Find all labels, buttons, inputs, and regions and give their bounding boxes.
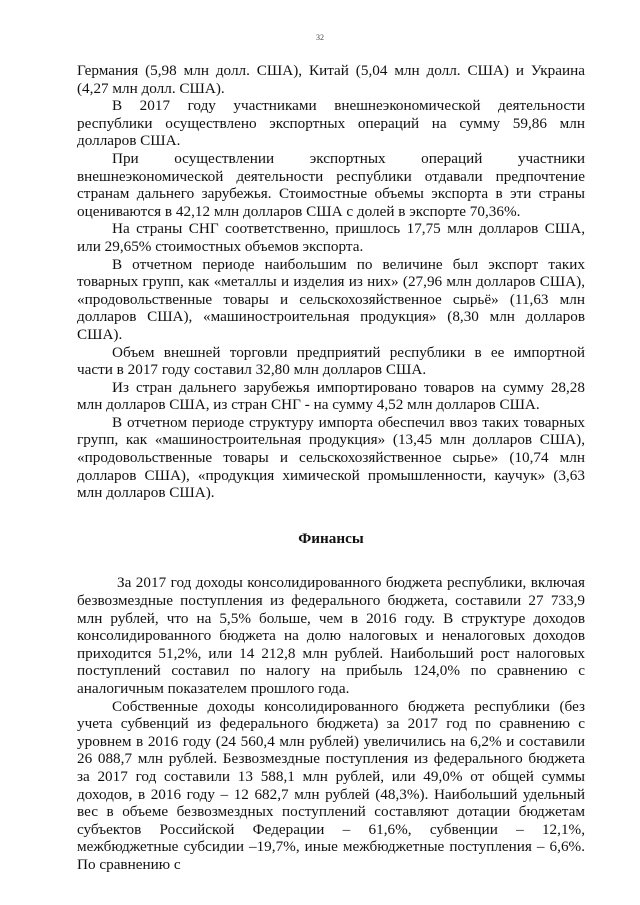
paragraph-import-origin: Из стран дальнего зарубежья импортировано товаров на сумму 28,28 млн долларов США, из стран СНГ - на сумму 4,52 млн долларов США.: [77, 378, 585, 414]
paragraph-export-cis: На страны СНГ соответственно, пришлось 17,75 млн долларов США, или 29,65% стоимостных объемов экспорта.: [77, 220, 585, 255]
page-content: [77, 62, 585, 874]
paragraph-own-revenue: Собственные доходы консолидированного бюджета республики (без учета субвенций из федерального бюджета) за 2017 год по сравнению с уровнем в 2016 году (24 560,4 млн рублей) увеличились на 6,2% и составили 26 088,7 млн рублей. Безвозмездные поступления из федерального бюджета за 2017 год составили 13 588,1 млн рублей, или 49,0% от общей суммы доходов, в 2016 году – 12 682,7 млн рублей (48,3%). Наибольший удельный вес в объеме безвозмездных поступлений составляют дотации бюджетам субъектов Российской Федерации – 61,6%, субвенции – 12,1%, межбюджетные субсидии –19,7%, иные межбюджетные поступления – 6,6%. По сравнению с: [77, 697, 585, 873]
page-number: 32: [316, 33, 324, 42]
paragraph-export-total: В 2017 году участниками внешнеэкономической деятельности республики осуществлено экспортных операций на сумму 59,86 млн долларов США.: [77, 97, 585, 150]
paragraph-budget-revenue: За 2017 год доходы консолидированного бюджета республики, включая безвозмездные поступления из федерального бюджета, составили 27 733,9 млн рублей, что на 5,5% больше, чем в 2016 году. В структуре доходов консолидированного бюджета на долю налоговых и неналоговых доходов приходится 51,2%, или 14 212,8 млн рублей. Наибольший рост налоговых поступлений составил по налогу на прибыль 124,0% по сравнению с аналогичным показателем прошлого года.: [77, 574, 585, 697]
paragraph-export-groups: В отчетном периоде наибольшим по величине был экспорт таких товарных групп, как «металлы и изделия из них» (27,96 млн долларов США), «продовольственные товары и сельскохозяйственное сырьё» (11,63 млн долларов США), «машиностроительная продукция» (8,30 млн долларов США).: [77, 255, 585, 343]
paragraph-export-far-abroad: При осуществлении экспортных операций участники внешнеэкономической деятельности республики отдавали предпочтение странам дальнего зарубежья. Стоимостные объемы экспорта в эти страны оцениваются в 42,12 млн долларов США с долей в экспорте 70,36%.: [77, 149, 585, 220]
paragraph-import-groups: В отчетном периоде структуру импорта обеспечил ввоз таких товарных групп, как «машиностроительная продукция» (13,45 млн долларов США), «продовольственные товары и сельскохозяйственное сырье» (10,74 млн долларов США), «продукция химической промышленности, каучук» (3,63 млн долларов США).: [77, 413, 585, 502]
paragraph-export-countries: Германия (5,98 млн долл. США), Китай (5,04 млн долл. США) и Украина (4,27 млн долл. США).: [77, 62, 585, 97]
section-title: Финансы: [298, 529, 364, 547]
paragraph-import-total: Объем внешней торговли предприятий республики в ее импортной части в 2017 году составил 32,80 млн долларов США.: [77, 343, 585, 379]
